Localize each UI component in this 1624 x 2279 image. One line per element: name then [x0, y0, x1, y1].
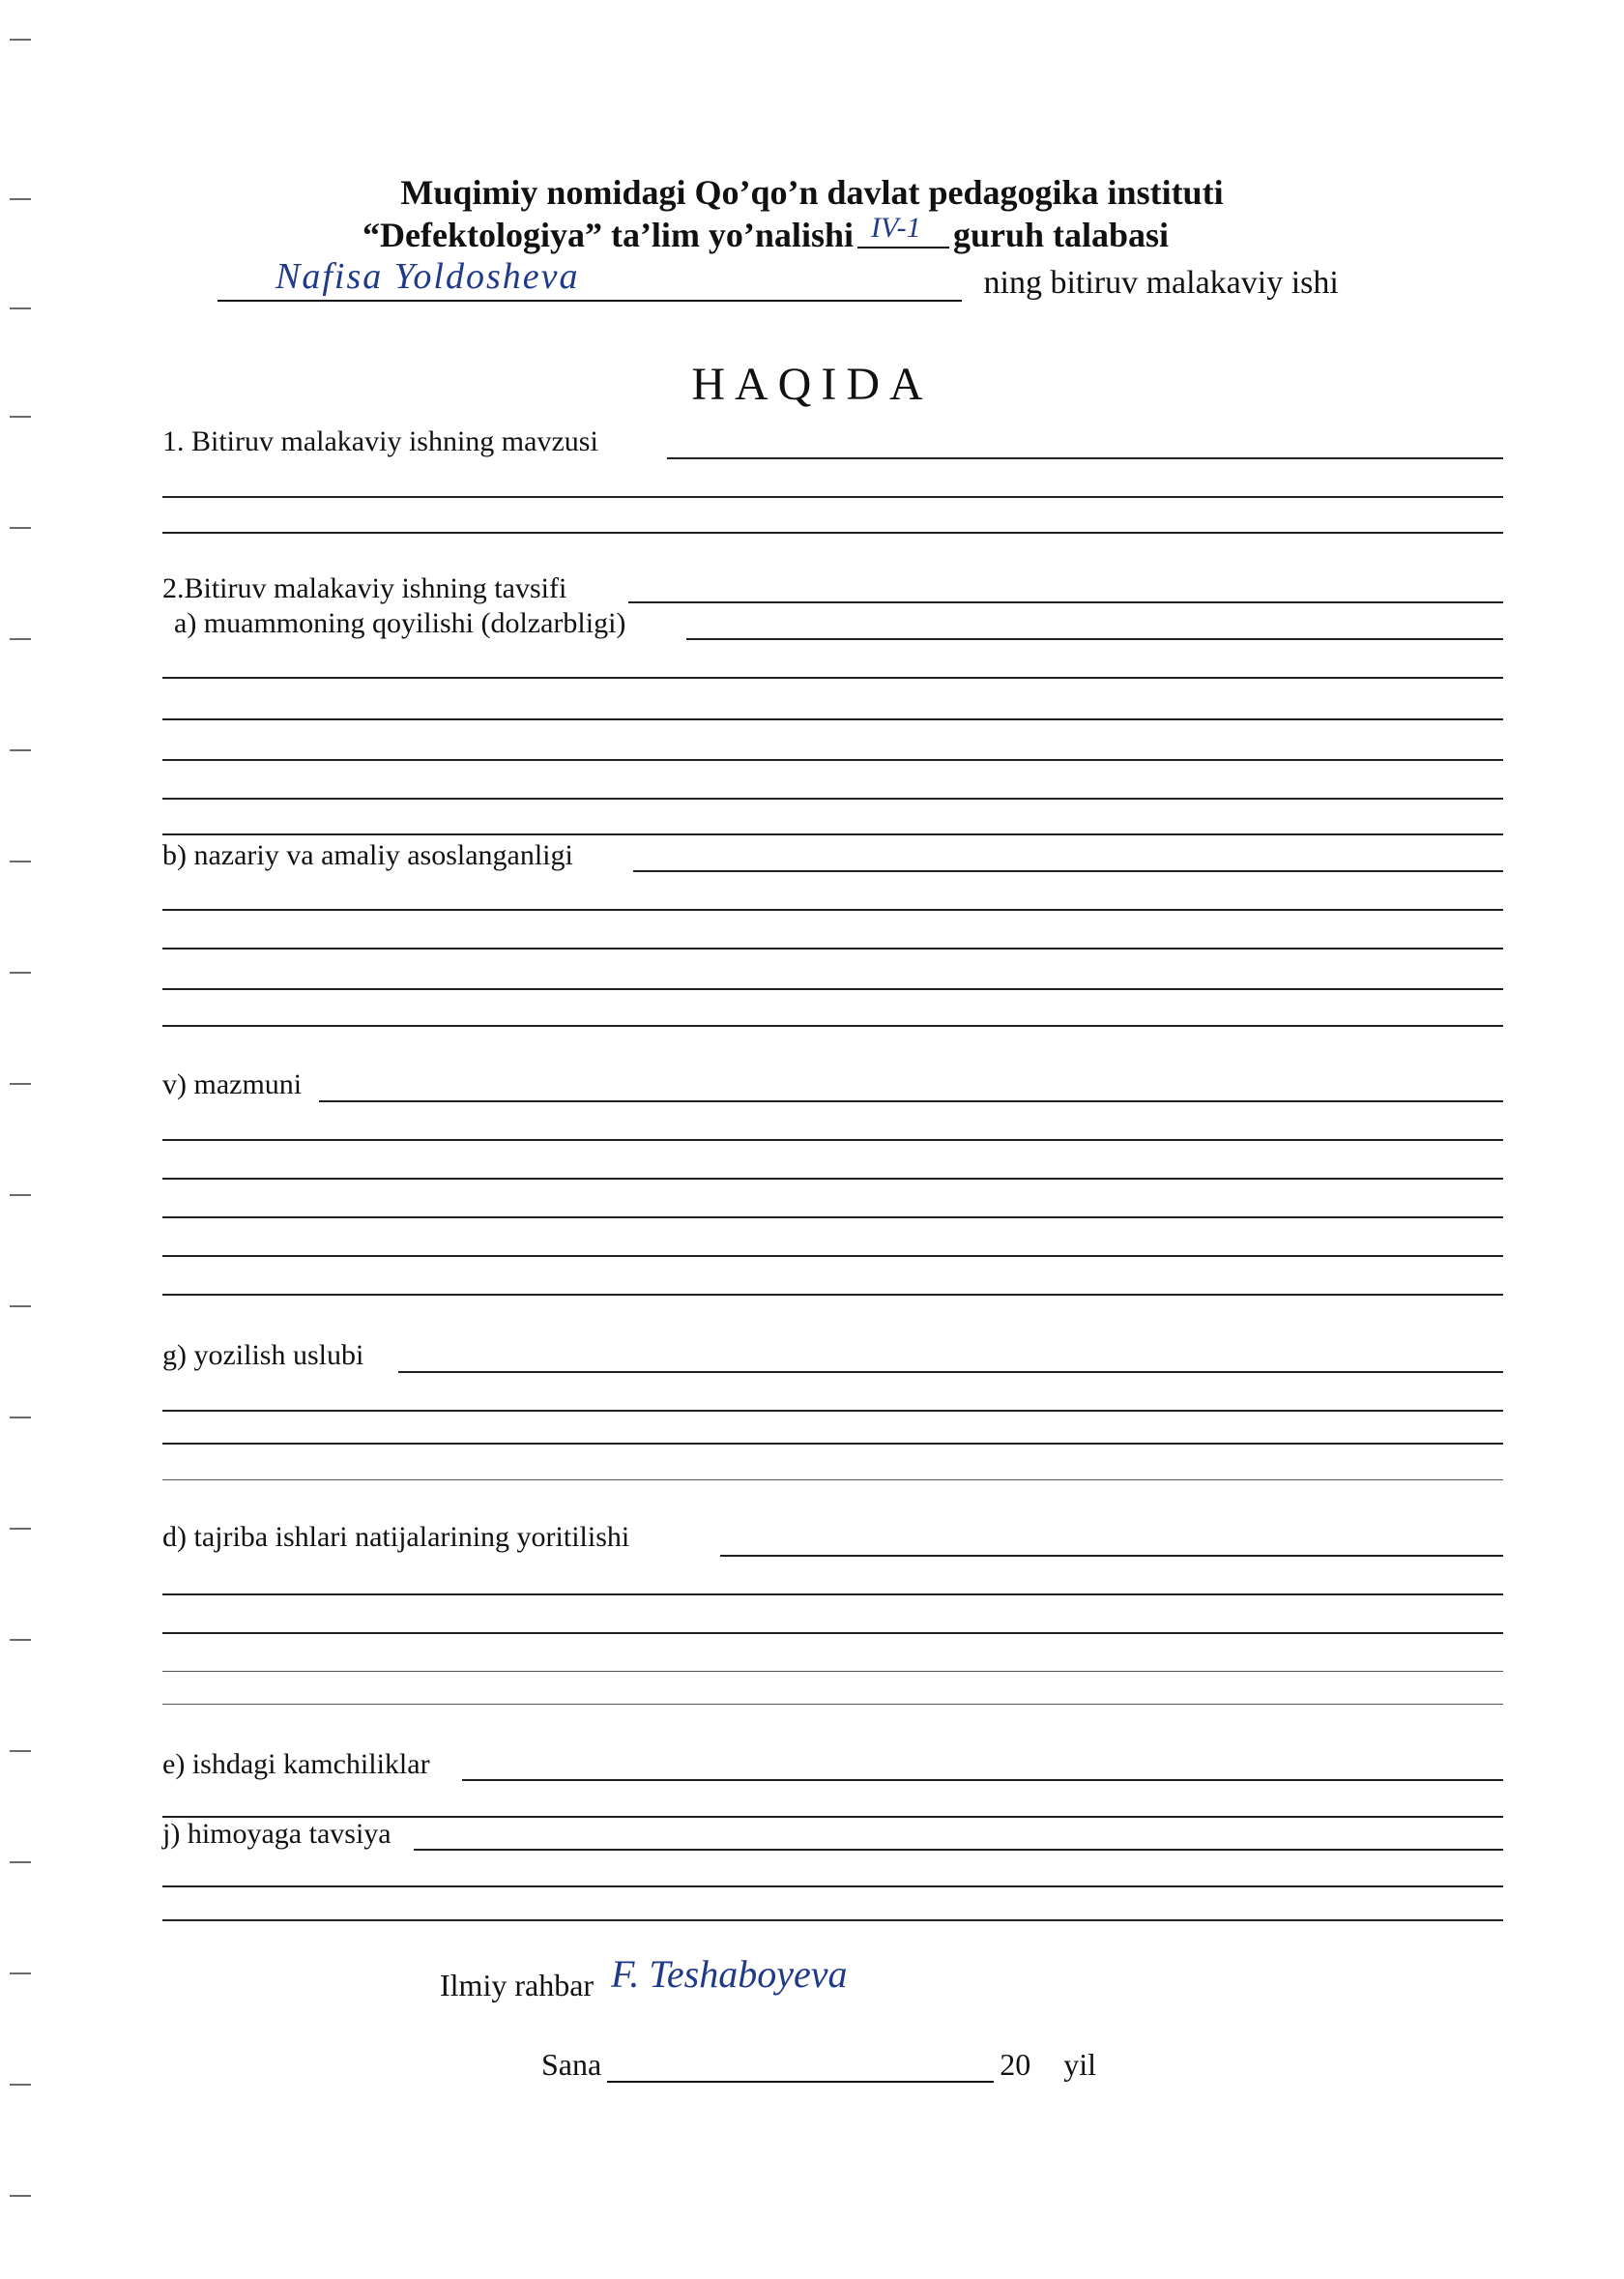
date-row — [541, 2047, 1096, 2083]
scan-edge-mark — [10, 2195, 31, 2197]
year-label: yil — [1063, 2047, 1096, 2082]
group-value: IV-1 — [870, 212, 921, 244]
date-field — [607, 2048, 994, 2083]
experiment-line — [162, 1671, 1503, 1672]
content-label: v) mazmuni — [162, 1068, 307, 1101]
content-line — [162, 1294, 1503, 1296]
experiment-line — [720, 1555, 1503, 1557]
scan-edge-mark — [10, 1194, 31, 1196]
content-line — [162, 1139, 1503, 1141]
topic-line — [667, 457, 1503, 459]
style-line — [162, 1410, 1503, 1412]
year-prefix: 20 — [1000, 2047, 1031, 2082]
experiment-line — [162, 1632, 1503, 1634]
group-field — [857, 212, 949, 248]
group-label: guruh talabasi — [952, 216, 1170, 254]
style-line — [162, 1443, 1503, 1445]
shortcomings-line — [462, 1779, 1503, 1781]
defense-line — [162, 1919, 1503, 1921]
scan-edge-mark — [10, 527, 31, 529]
scan-edge-mark — [10, 861, 31, 862]
experiment-line — [162, 1593, 1503, 1595]
relevance-line — [162, 677, 1503, 679]
topic-label: 1. Bitiruv malakaviy ishning mavzusi — [162, 425, 604, 458]
student-name-value: Nafisa Yoldosheva — [276, 256, 580, 297]
scan-edge-mark — [10, 1083, 31, 1085]
theory-line — [162, 1025, 1503, 1027]
defense-label: j) himoyaga tavsiya — [162, 1818, 397, 1851]
defense-line — [414, 1849, 1503, 1851]
scan-edge-mark — [10, 416, 31, 418]
scan-edge-mark — [10, 1528, 31, 1530]
scan-edge-mark — [10, 1305, 31, 1307]
scan-edge-mark — [10, 39, 31, 41]
relevance-label: a) muammoning qoyilishi (dolzarbligi) — [174, 607, 631, 640]
scan-edge-mark — [10, 972, 31, 974]
relevance-line — [162, 833, 1503, 835]
relevance-line — [686, 638, 1503, 640]
student-name-row — [218, 256, 1339, 302]
content-line — [162, 1178, 1503, 1180]
direction-label: “Defektologiya” ta’lim yo’nalishi — [362, 216, 854, 254]
supervisor-row — [440, 1952, 1220, 2003]
style-label: g) yozilish uslubi — [162, 1339, 369, 1372]
scan-edge-mark — [10, 1639, 31, 1641]
content-line — [162, 1255, 1503, 1257]
topic-line — [162, 496, 1503, 498]
date-label: Sana — [541, 2047, 602, 2082]
experiment-label: d) tajriba ishlari natijalarining yoritilishi — [162, 1521, 635, 1554]
student-name-label: ning bitiruv malakaviy ishi — [983, 265, 1339, 301]
relevance-line — [162, 759, 1503, 761]
supervisor-signature-field — [601, 1952, 1220, 2003]
scan-edge-mark — [10, 2084, 31, 2086]
direction-heading — [362, 212, 1170, 255]
theory-line — [633, 870, 1503, 872]
student-name-field — [218, 256, 962, 302]
scan-edge-mark — [10, 1972, 31, 1974]
topic-line — [162, 532, 1503, 534]
relevance-line — [162, 718, 1503, 720]
description-label: 2.Bitiruv malakaviy ishning tavsifi — [162, 572, 572, 605]
scan-edge-mark — [10, 307, 31, 309]
style-line — [398, 1371, 1503, 1373]
scan-edge-mark — [10, 1417, 31, 1418]
scan-edge-mark — [10, 749, 31, 751]
scan-edge-mark — [10, 1861, 31, 1863]
scan-edge-mark — [10, 638, 31, 640]
theory-line — [162, 909, 1503, 911]
theory-line — [162, 948, 1503, 950]
experiment-line — [162, 1704, 1503, 1705]
supervisor-signature: F. Teshaboyeva — [611, 1952, 848, 1996]
style-line — [162, 1479, 1503, 1480]
description-line — [628, 601, 1503, 603]
relevance-line — [162, 798, 1503, 800]
theory-label: b) nazariy va amaliy asoslanganligi — [162, 839, 579, 872]
content-line — [162, 1216, 1503, 1218]
supervisor-label: Ilmiy rahbar — [440, 1968, 594, 2002]
theory-line — [162, 988, 1503, 990]
defense-line — [162, 1885, 1503, 1887]
shortcomings-label: e) ishdagi kamchiliklar — [162, 1748, 436, 1781]
content-line — [319, 1100, 1503, 1102]
institute-heading: Muqimiy nomidagi Qo’qo’n davlat pedagogika instituti — [400, 173, 1224, 212]
scan-edge-mark — [10, 1750, 31, 1752]
page-title: HAQIDA — [691, 359, 933, 410]
